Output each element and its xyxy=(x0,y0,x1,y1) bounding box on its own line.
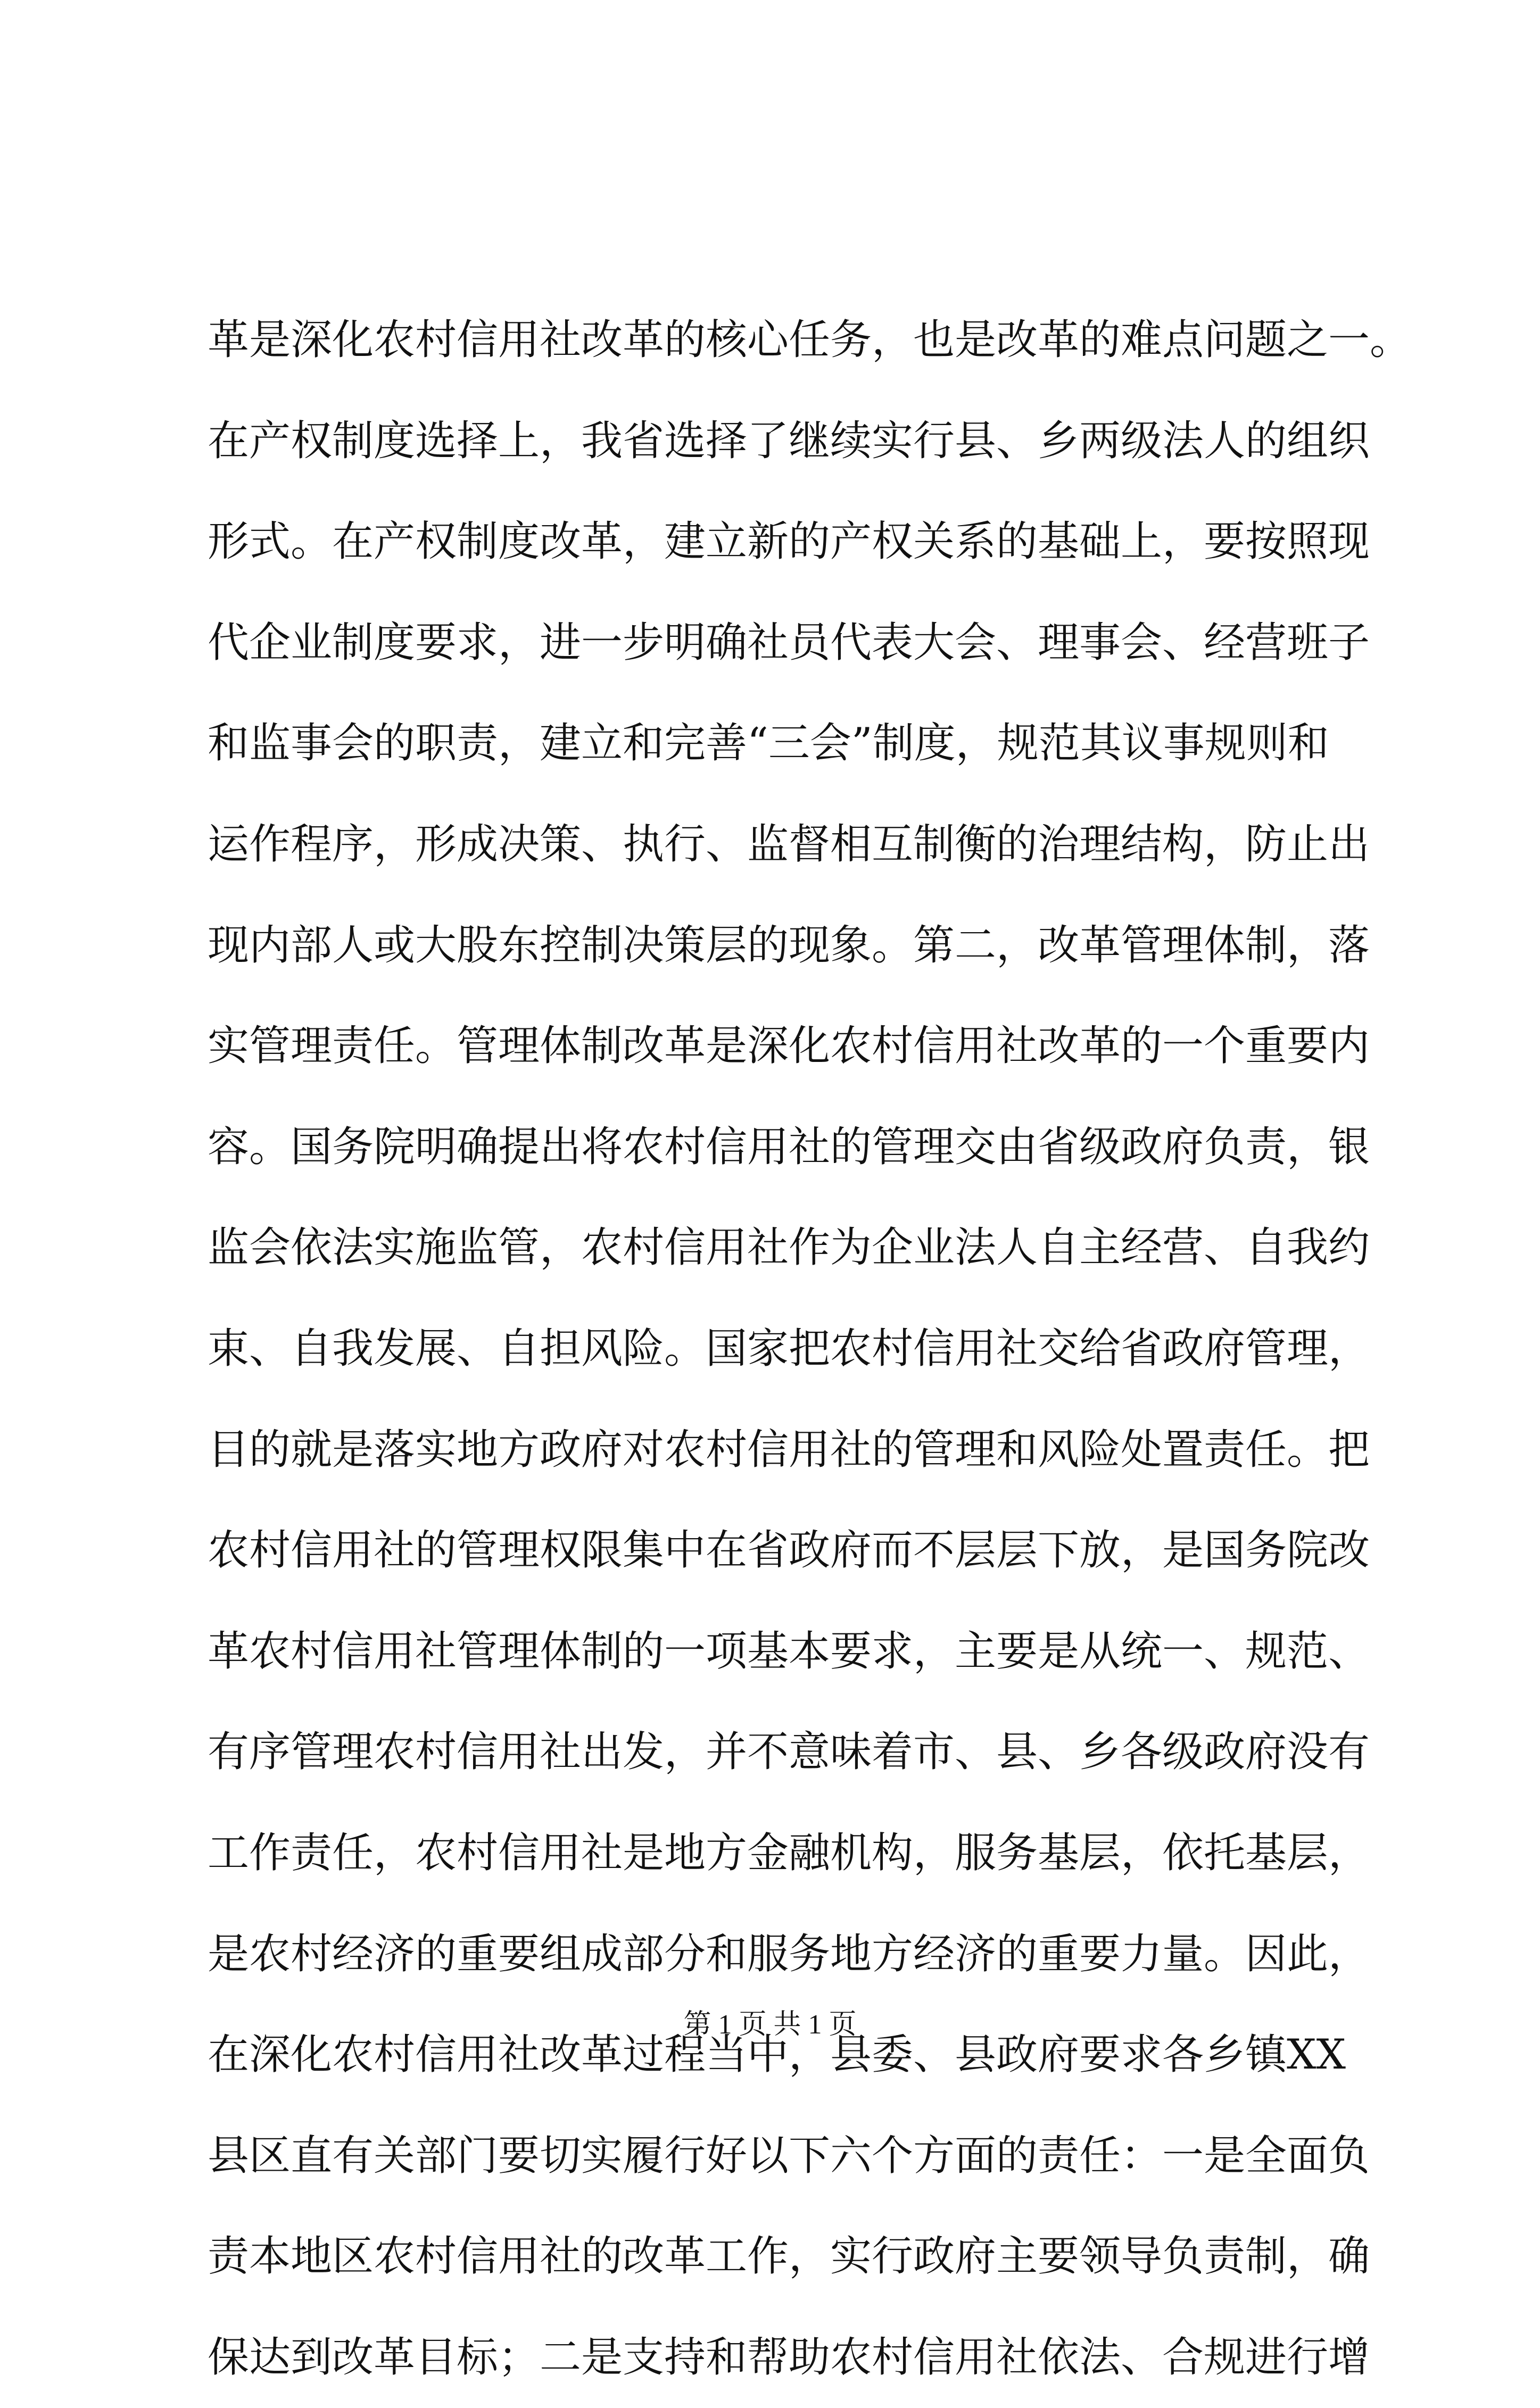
text-line: 目的就是落实地方政府对农村信用社的管理和风险处置责任。把 xyxy=(208,1425,1370,1474)
text-line: 代企业制度要求，进一步明确社员代表大会、理事会、经营班子 xyxy=(208,618,1370,667)
text-line: 在深化农村信用社改革过程当中，县委、县政府要求各乡镇XX xyxy=(208,2031,1346,2079)
text-line: 形式。在产权制度改革，建立新的产权关系的基础上，要按照现 xyxy=(208,518,1370,566)
text-line: 现内部人或大股东控制决策层的现象。第二，改革管理体制，落 xyxy=(208,921,1370,969)
text-line: 束、自我发展、自担风险。国家把农村信用社交给省政府管理， xyxy=(208,1324,1370,1373)
text-line: 容。国务院明确提出将农村信用社的管理交由省级政府负责，银 xyxy=(208,1123,1370,1171)
text-line: 和监事会的职责，建立和完善“三会”制度，规范其议事规则和 xyxy=(208,719,1329,768)
text-line: 运作程序，形成决策、执行、监督相互制衡的治理结构，防止出 xyxy=(208,820,1370,868)
text-line: 保达到改革目标；二是支持和帮助农村信用社依法、合规进行增 xyxy=(208,2333,1370,2381)
body-text xyxy=(208,290,1412,2408)
text-line: 县区直有关部门要切实履行好以下六个方面的责任：一是全面负 xyxy=(208,2131,1370,2180)
text-line: 在产权制度选择上，我省选择了继续实行县、乡两级法人的组织 xyxy=(208,417,1370,465)
text-line: 监会依法实施监管，农村信用社作为企业法人自主经营、自我约 xyxy=(208,1224,1370,1272)
text-line: 责本地区农村信用社的改革工作，实行政府主要领导负责制，确 xyxy=(208,2232,1370,2281)
text-line: 有序管理农村信用社出发，并不意味着市、县、乡各级政府没有 xyxy=(208,1728,1370,1776)
text-line: 实管理责任。管理体制改革是深化农村信用社改革的一个重要内 xyxy=(208,1022,1370,1070)
text-line: 工作责任，农村信用社是地方金融机构，服务基层，依托基层， xyxy=(208,1829,1370,1877)
text-line: 革农村信用社管理体制的一项基本要求，主要是从统一、规范、 xyxy=(208,1627,1370,1675)
text-line: 革是深化农村信用社改革的核心任务，也是改革的难点问题之一。 xyxy=(208,316,1412,364)
page-number-label: 第 1 页 共 1 页 xyxy=(683,2010,857,2040)
page-footer xyxy=(0,2002,1540,2041)
text-line: 农村信用社的管理权限集中在省政府而不层层下放，是国务院改 xyxy=(208,1526,1370,1575)
text-line: 是农村经济的重要组成部分和服务地方经济的重要力量。因此， xyxy=(208,1930,1370,1978)
